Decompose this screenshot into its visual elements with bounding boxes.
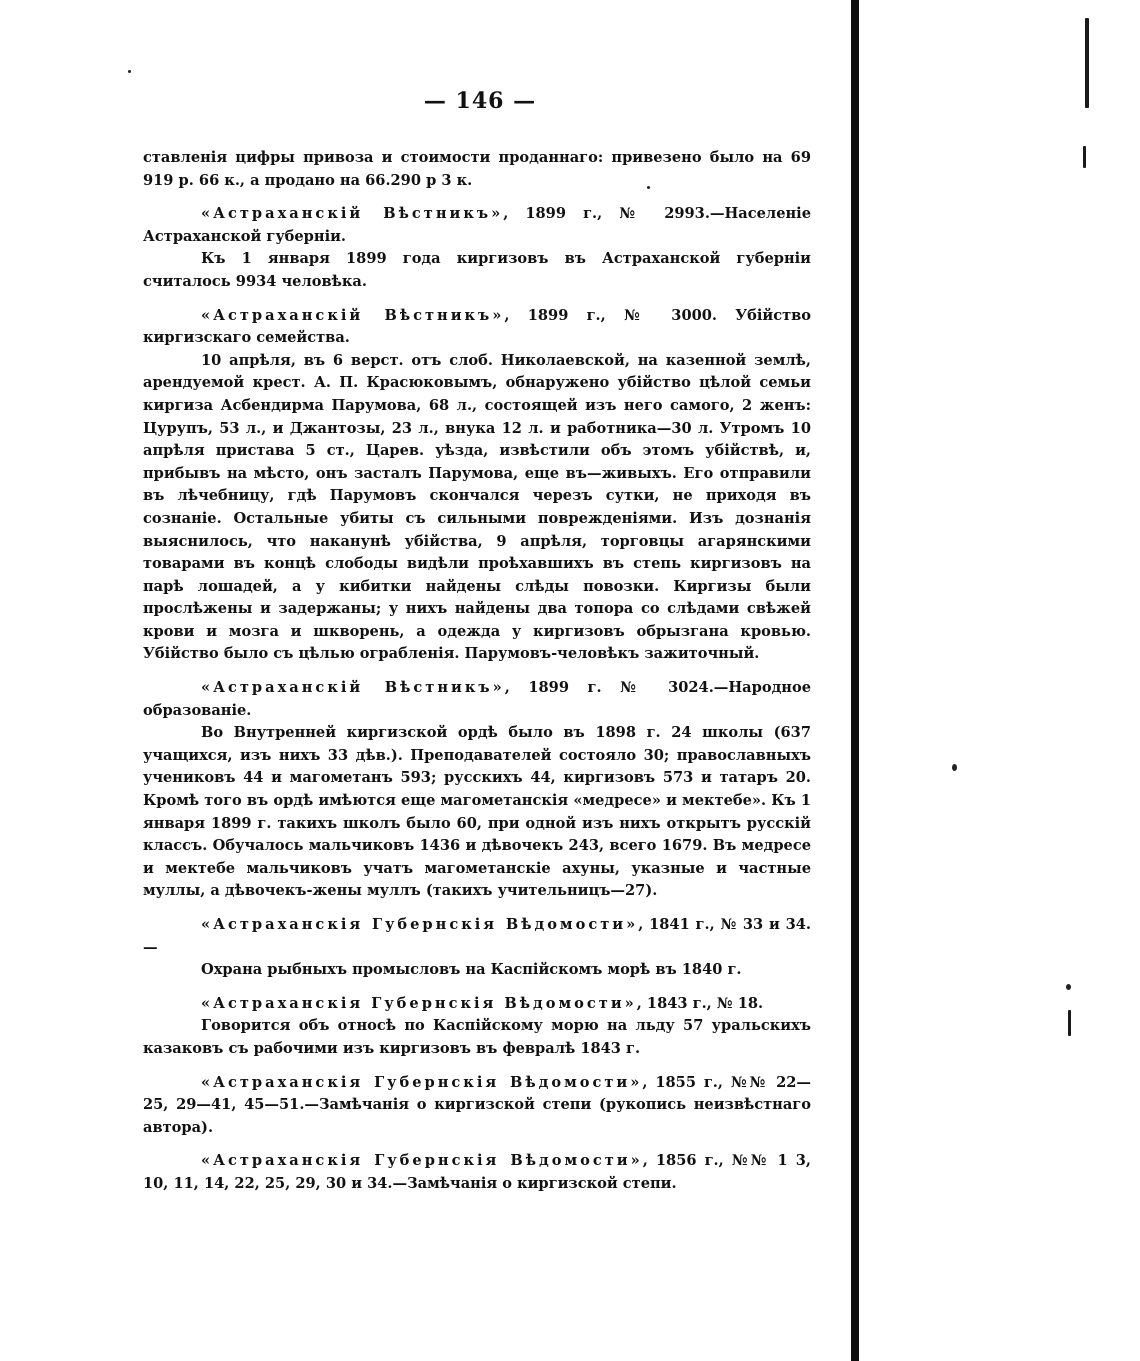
margin-mark [1068,1010,1071,1036]
text-column [143,147,811,1207]
entry-body: Охрана рыбныхъ промысловъ на Каспійскомъ морѣ въ 1840 г. [201,961,742,979]
entry-continuation [143,147,811,192]
source-title: «Астраханскія Губернскія Вѣдомости» [201,1073,643,1091]
source-title: «Астраханскія Губернскія Вѣдомости» [201,916,639,933]
source-title: «Астраханскій Вѣстникъ» [201,679,505,697]
page-edge-border [851,0,859,1361]
source-details: , 1899 г., № 3000. Убійство киргизскаго семейства. [143,306,812,347]
source-details: , 1841 г., № 33 и 34.— [143,916,812,956]
scan-speck [952,764,957,771]
scan-speck [128,70,131,73]
entry-heading [143,1150,811,1195]
source-title: «Астраханскій Вѣстникъ» [201,205,504,223]
source-title: «Астраханскій Вѣстникъ» [201,306,505,324]
entry-bibliography [143,305,811,667]
source-details: , 1899 г., № 2993.—Населеніе Астраханской губерніи. [143,205,811,245]
margin-mark [1085,18,1089,108]
entry-body: Во Внутренней киргизской ордѣ было въ 1898 г. 24 школы (637 учащихся, изъ нихъ 33 дѣв.). Преподавателей состояло 30; православныхъ учениковъ 44 и магометанъ 593; русскихъ 44, киргизовъ 573 и татаръ 20. Кромѣ того въ ордѣ имѣются еще магометанскія «медресе» и мектебе». Къ 1 января 1899 г. такихъ школъ было 60, при одной изъ нихъ открытъ русскій классъ. Обучалось мальчиковъ 1436 и дѣвочекъ 243, всего 1679. Въ медресе и мектебе мальчиковъ учатъ магометанскіе ахуны, указные и частные муллы, а дѣвочекъ-жены муллъ (такихъ учительницъ—27). [143,724,811,900]
source-details: , 1855 г., №№ 22—25, 29—41, 45—51.—Замѣчанія о киргизской степи (рукопись неизвѣстнаго автора). [143,1073,811,1136]
entry-heading [143,914,811,959]
entry-bibliography [143,914,811,982]
source-title: «Астраханскія Губернскія Вѣдомости» [201,1152,643,1170]
entry-bibliography [143,677,811,903]
margin-mark [1083,146,1086,168]
entry-body: Говорится объ относѣ по Каспійскому морю на льду 57 уральскихъ казаковъ съ рабочими изъ киргизовъ въ февралѣ 1843 г. [143,1017,811,1057]
entry-heading [143,305,811,350]
entry-heading [143,1072,811,1140]
entry-bibliography [143,1150,811,1195]
source-details: , 1843 г., № 18. [636,994,764,1012]
source-details: , 1899 г. № 3024.—Народное образованіе. [143,679,811,719]
scan-speck [1066,984,1071,990]
entry-heading [143,993,811,1016]
entry-body: 10 апрѣля, въ 6 верст. отъ слоб. Николаевской, на казенной землѣ, арендуемой крест. А. П. Красюковымъ, обнаружено убійство цѣлой семьи киргиза Асбендирма Парумова, 68 л., состоящей изъ него самого, 2 женъ: Цурупъ, 53 л., и Джантозы, 23 л., внука 12 л. и работника—30 л. Утромъ 10 апрѣля пристава 5 ст., Царев. уѣзда, извѣстили объ этомъ убійствѣ, и, прибывъ на мѣсто, онъ засталъ Парумова, еще въ—живыхъ. Его отправили въ лѣчебницу, гдѣ Парумовъ скончался черезъ сутки, не приходя въ сознаніе. Остальные убиты съ сильными поврежденіями. Изъ дознанія выяснилось, что наканунѣ убійства, 9 апрѣля, торговцы агарянскими товарами въ концѣ слободы видѣли проѣхавшихъ въ степь киргизовъ на парѣ лошадей, а у кибитки найдены слѣды повозки. Киргизы были прослѣжены и задержаны; у нихъ найдены два топора со слѣдами свѣжей крови и мозга и шкворень, а одежда у киргизовъ обрызгана кровью. Убійство было съ цѣлью ограбленія. Парумовъ-человѣкъ зажиточный. [143,351,811,663]
entry-bibliography [143,1072,811,1140]
source-title: «Астраханскія Губернскія Вѣдомости» [201,994,637,1012]
entry-body: Къ 1 января 1899 года киргизовъ въ Астраханской губерніи считалось 9934 человѣка. [143,250,811,290]
entry-heading [143,677,811,722]
entry-body: ставленія цифры привоза и стоимости проданнаго: привезено было на 69 919 р. 66 к., а продано на 66.290 р 3 к. [143,149,811,189]
page-number: — 146 — [423,88,537,114]
entry-bibliography [143,203,811,293]
entry-bibliography [143,993,811,1061]
entry-heading [143,203,811,248]
source-details: , 1856 г., №№ 1 3, 10, 11, 14, 22, 25, 29, 30 и 34.—Замѣчанія о киргизской степи. [143,1152,811,1192]
